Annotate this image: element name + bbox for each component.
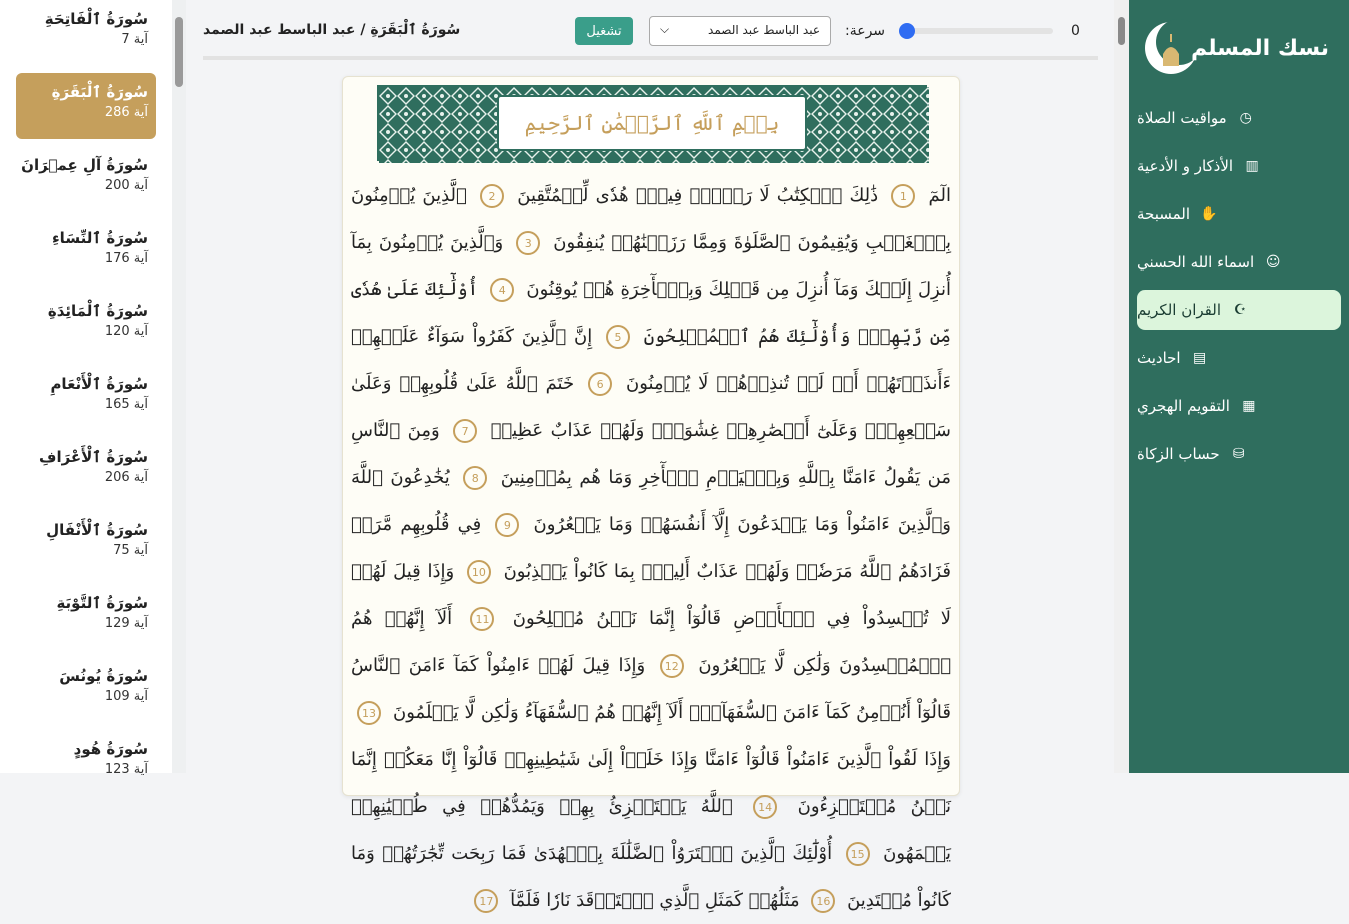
surah-item[interactable]	[16, 365, 156, 431]
surah-ayat-count: آية 123	[104, 762, 148, 777]
verse-number-marker: 16	[811, 889, 835, 913]
sidebar	[1129, 0, 1349, 773]
quran-page	[342, 76, 960, 911]
verse-text: وَإِذَا لَقُواْ ٱلَّذِينَ ءَامَنُواْ قَالُوٓاْ ءَامَنَّا وَإِذَا خَلَوۡاْ إِلَىٰ شَيَٰطِينِهِمۡ قَالُوٓاْ إِنَّا مَعَكُمۡ إِنَّمَا نَحۡنُ مُسۡتَهۡزِءُونَ	[351, 749, 951, 817]
surah-name: سُورَةُ ٱلنِّسَاءِ	[52, 229, 148, 247]
surah-item[interactable]	[16, 0, 156, 66]
surah-ayat-count: آية 286	[104, 105, 148, 120]
verse-number-marker: 12	[660, 654, 684, 678]
verse-number-marker: 3	[516, 231, 540, 255]
brand[interactable]	[1139, 18, 1329, 78]
surah-ayat-count: آية 206	[104, 470, 148, 485]
sidebar-item-label: القران الكريم	[1137, 301, 1222, 319]
verse-text: خَتَمَ ٱللَّهُ عَلَىٰ قُلُوبِهِمۡ وَعَلَىٰ سَمۡعِهِمۡۖ وَعَلَىٰٓ أَبۡصَٰرِهِمۡ غِشَٰوَةٞۖ وَلَهُمۡ عَذَابٌ عَظِيمٞ	[351, 373, 951, 441]
reciter-select[interactable]	[649, 16, 831, 46]
surah-ayat-count: آية 109	[104, 689, 148, 704]
verse-number-marker: 9	[495, 513, 519, 537]
sidebar-item-label: المسبحة	[1137, 205, 1191, 223]
surah-name: سُورَةُ ٱلْأَعْرَافِ	[39, 448, 148, 466]
surah-item[interactable]	[16, 584, 156, 650]
player-bar	[203, 14, 1098, 50]
sidebar-item-label: الأذكار و الأدعية	[1137, 157, 1234, 175]
smile-icon: ☺	[1265, 254, 1281, 270]
verse-number-marker: 5	[606, 325, 630, 349]
sidebar-item-label: حساب الزكاة	[1137, 445, 1220, 463]
surah-item[interactable]	[16, 219, 156, 285]
surah-item[interactable]	[16, 146, 156, 212]
sidebar-item-names[interactable]	[1137, 242, 1341, 282]
verse-number-marker: 17	[474, 889, 498, 913]
speed-label: سرعة:	[845, 23, 886, 39]
surah-ayat-count: آية 165	[104, 397, 148, 412]
verse-text: فِي قُلُوبِهِم مَّرَضٞ فَزَادَهُمُ ٱللَّهُ مَرَضٗاۖ وَلَهُمۡ عَذَابٌ أَلِيمُۢ بِمَا كَانُواْ يَكۡذِبُونَ	[351, 514, 951, 582]
basmala-text: بِسۡمِ ٱللَّهِ ٱلرَّحۡمَٰنِ ٱلرَّحِيمِ	[524, 111, 780, 135]
surah-item[interactable]	[16, 73, 156, 139]
surah-list-scroll-thumb[interactable]	[175, 17, 183, 87]
sidebar-item-label: مواقيت الصلاة	[1137, 109, 1227, 127]
verse-text: يُخَٰدِعُونَ ٱللَّهَ وَٱلَّذِينَ ءَامَنُواْ وَمَا يَخۡدَعُونَ إِلَّآ أَنفُسَهُمۡ وَمَا يَشۡعُرُونَ	[351, 467, 951, 535]
sidebar-item-hadith[interactable]	[1137, 338, 1341, 378]
verses-text	[351, 172, 951, 924]
sidebar-item-misbaha[interactable]	[1137, 194, 1341, 234]
book-icon: ▤	[1192, 350, 1207, 366]
speed-value: 0	[1071, 23, 1080, 39]
hand-icon: ✋	[1200, 206, 1218, 222]
sidebar-nav	[1137, 98, 1341, 482]
verse-text: وَمِنَ ٱلنَّاسِ مَن يَقُولُ ءَامَنَّا بِٱللَّهِ وَبِٱلۡيَوۡمِ ٱلۡأٓخِرِ وَمَا هُم بِمُؤۡمِنِينَ	[351, 420, 951, 488]
sidebar-item-label: احاديث	[1137, 349, 1181, 367]
verse-number-marker: 1	[891, 184, 915, 208]
main-scrollbar[interactable]	[1114, 0, 1129, 773]
verse-number-marker: 14	[753, 795, 777, 819]
chevron-down-icon: ⌵	[660, 22, 670, 36]
verse-text: مَثَلُهُمۡ كَمَثَلِ ٱلَّذِي ٱسۡتَوۡقَدَ نَارٗا فَلَمَّآ	[510, 890, 800, 911]
sidebar-item-label: اسماء الله الحسني	[1137, 253, 1255, 271]
surah-reciter-title: سُورَةُ ٱلْبَقَرَةِ / عبد الباسط عبد الصمد	[203, 22, 461, 38]
surah-ayat-count: آية 176	[104, 251, 148, 266]
surah-ayat-count: آية 75	[113, 543, 148, 558]
verse-text: ٱلَّذِينَ يُؤۡمِنُونَ بِٱلۡغَيۡبِ وَيُقِيمُونَ ٱلصَّلَوٰةَ وَمِمَّا رَزَقۡنَٰهُمۡ يُنفِقُونَ	[351, 185, 951, 253]
verse-number-marker: 10	[467, 560, 491, 584]
verse-number-marker: 6	[588, 372, 612, 396]
verse-text: ٱللَّهُ يَسۡتَهۡزِئُ بِهِمۡ وَيَمُدُّهُمۡ فِي طُغۡيَٰنِهِمۡ يَعۡمَهُونَ	[351, 796, 951, 864]
calendar-icon: ▦	[1242, 398, 1256, 414]
surah-name: سُورَةُ يُونُسَ	[59, 667, 148, 685]
verse-text: ذَٰلِكَ ٱلۡكِتَٰبُ لَا رَيۡبَۛ فِيهِۛ هُدٗى لِّلۡمُتَّقِينَ	[517, 185, 879, 206]
sidebar-item-hijri[interactable]	[1137, 386, 1341, 426]
verse-number-marker: 8	[463, 466, 487, 490]
sidebar-item-quran[interactable]	[1137, 290, 1341, 330]
verse-text: وَإِذَا قِيلَ لَهُمۡ ءَامِنُواْ كَمَآ ءَامَنَ ٱلنَّاسُ قَالُوٓاْ أَنُؤۡمِنُ كَمَآ ءَامَنَ ٱلسُّفَهَآءُۗ أَلَآ إِنَّهُمۡ هُمُ ٱلسُّفَهَآءُ وَلَٰكِن لَّا يَعۡلَمُونَ	[351, 655, 951, 723]
surah-name: سُورَةُ ٱلْمَائِدَةِ	[47, 302, 148, 320]
speed-slider-handle[interactable]	[899, 23, 915, 39]
surah-name: سُورَةُ ٱلتَّوْبَةِ	[56, 594, 148, 612]
surah-list[interactable]	[0, 0, 172, 777]
surah-ayat-count: آية 120	[104, 324, 148, 339]
verse-text: الٓمٓ	[928, 185, 951, 206]
verse-number-marker: 4	[490, 278, 514, 302]
surah-item[interactable]	[16, 730, 156, 796]
surah-item[interactable]	[16, 657, 156, 723]
verse-number-marker: 15	[846, 842, 870, 866]
sidebar-item-label: التقويم الهجري	[1137, 397, 1230, 415]
surah-ayat-count: آية 129	[104, 616, 148, 631]
verse-text: أُوْلَٰٓئِكَ عَلَىٰ هُدٗى مِّن رَّبِّهِمۡۖ وَأُوْلَٰٓئِكَ هُمُ ٱلۡمُفۡلِحُونَ	[351, 279, 951, 347]
progress-divider	[203, 56, 1098, 60]
surah-ayat-count: آية 7	[121, 32, 148, 47]
verse-text: أُوْلَٰٓئِكَ ٱلَّذِينَ ٱشۡتَرَوُاْ ٱلضَّلَٰلَةَ بِٱلۡهُدَىٰ فَمَا رَبِحَت تِّجَٰرَتُهُمۡ وَمَا كَانُواْ مُهۡتَدِينَ	[351, 843, 951, 911]
verse-text: أَلَآ إِنَّهُمۡ هُمُ ٱلۡمُفۡسِدُونَ وَلَٰكِن لَّا يَشۡعُرُونَ	[351, 608, 951, 676]
reciter-select-value: عبد الباسط عبد الصمد	[708, 23, 820, 37]
verse-text: وَإِذَا قِيلَ لَهُمۡ لَا تُفۡسِدُواْ فِي ٱلۡأَرۡضِ قَالُوٓاْ إِنَّمَا نَحۡنُ مُصۡلِحُونَ	[351, 561, 951, 629]
surah-name: سُورَةُ آلِ عِمۡرَانَ	[21, 156, 148, 174]
speed-slider[interactable]	[903, 28, 1053, 34]
book-open-icon: ▥	[1245, 158, 1259, 174]
surah-item[interactable]	[16, 511, 156, 577]
verse-number-marker: 2	[480, 184, 504, 208]
verse-text: وَٱلَّذِينَ يُؤۡمِنُونَ بِمَآ أُنزِلَ إِلَيۡكَ وَمَآ أُنزِلَ مِن قَبۡلِكَ وَبِٱلۡأٓخِرَةِ هُمۡ يُوقِنُونَ	[351, 232, 951, 300]
verse-text: إِنَّ ٱلَّذِينَ كَفَرُواْ سَوَآءٌ عَلَيۡهِمۡ ءَأَنذَرۡتَهُمۡ أَمۡ لَمۡ تُنذِرۡهُمۡ لَا يُؤۡمِنُونَ	[351, 326, 951, 394]
surah-item[interactable]	[16, 292, 156, 358]
surah-name: سُورَةُ ٱلْأَنْعَامِ	[50, 375, 148, 393]
surah-name: سُورَةُ ٱلْأَنْفَالِ	[46, 521, 148, 539]
main-scroll-thumb[interactable]	[1118, 17, 1125, 45]
coins-icon: ⛁	[1232, 446, 1245, 462]
sidebar-item-prayer[interactable]	[1137, 98, 1341, 138]
crescent-mosque-icon	[1139, 18, 1199, 78]
surah-ayat-count: آية 200	[104, 178, 148, 193]
surah-list-scrollbar[interactable]	[172, 0, 186, 773]
surah-item[interactable]	[16, 438, 156, 504]
verse-number-marker: 11	[470, 607, 494, 631]
verse-number-marker: 7	[453, 419, 477, 443]
main-content	[188, 0, 1114, 911]
clock-icon: ◷	[1239, 110, 1252, 126]
surah-name: سُورَةُ هُودٍ	[73, 740, 148, 758]
sidebar-item-adhkar[interactable]	[1137, 146, 1341, 186]
play-button[interactable]: تشغيل	[575, 17, 633, 45]
verse-number-marker: 13	[357, 701, 381, 725]
brand-title: نسك المسلم	[1191, 36, 1329, 61]
sidebar-item-zakat[interactable]	[1137, 434, 1341, 474]
surah-header-frame	[377, 85, 927, 161]
quran-icon: ☪	[1233, 302, 1247, 318]
surah-name: سُورَةُ ٱلْبَقَرَةِ	[51, 83, 148, 101]
surah-name: سُورَةُ ٱلْفَاتِحَةِ	[44, 10, 148, 28]
basmala-box	[497, 95, 807, 151]
